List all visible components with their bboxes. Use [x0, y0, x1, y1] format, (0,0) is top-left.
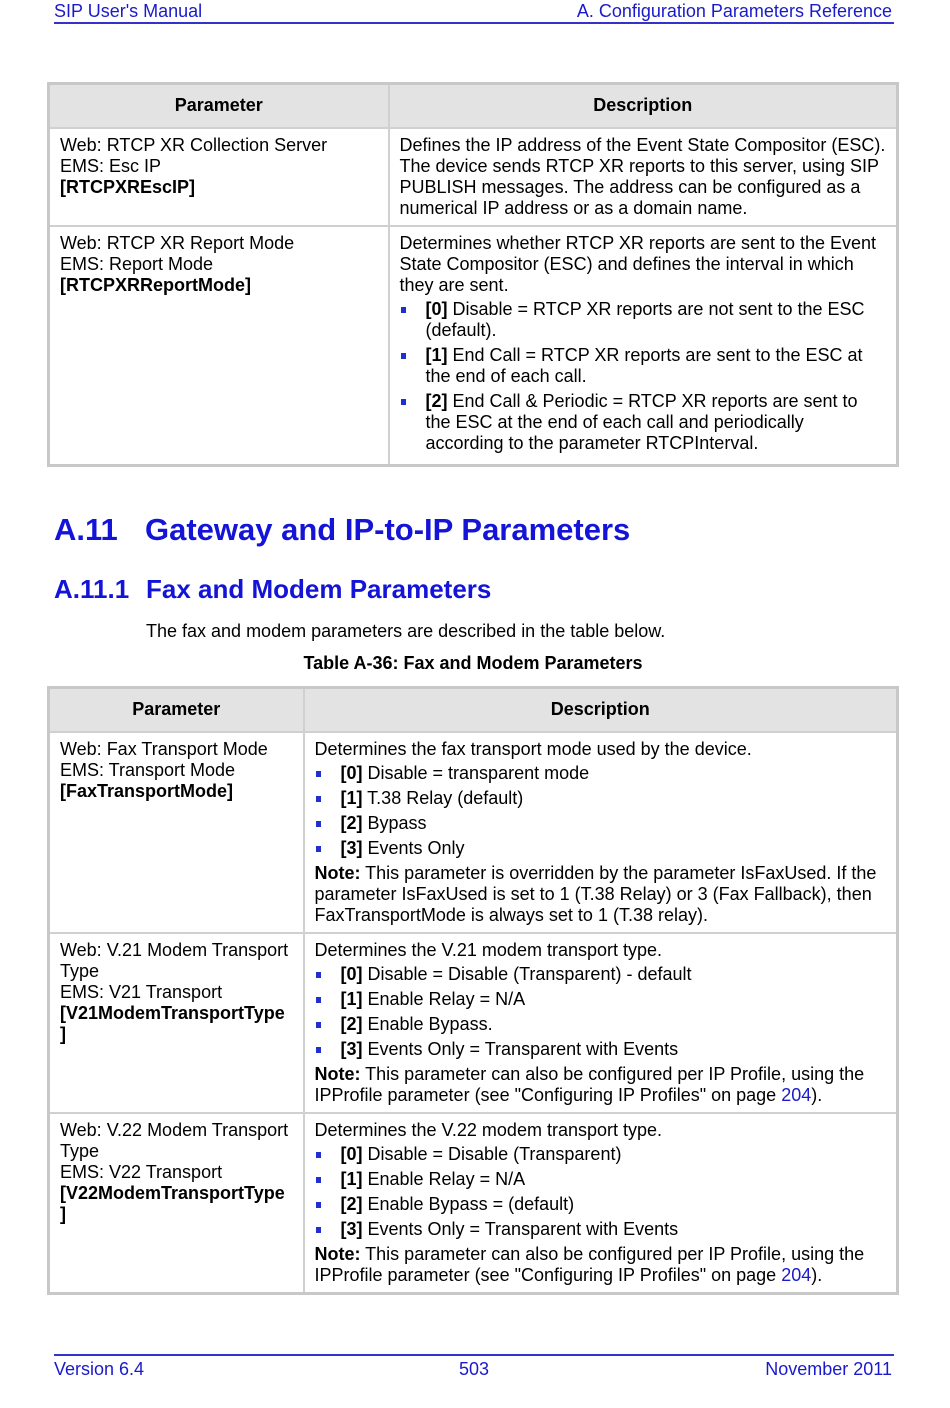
option-item: [400, 345, 887, 387]
note-text: This parameter is overridden by the parameter IsFaxUsed. If the parameter IsFaxUsed is set to 1 (T.38 Relay) or 3 (Fax Fallback), then FaxTransportMode is always set to 1 (T.38 relay).: [314, 862, 877, 925]
bullet-icon: [316, 846, 321, 852]
option-list: [315, 1144, 887, 1240]
intro-paragraph: The fax and modem parameters are described in the table below.: [146, 621, 666, 641]
option-code: [2]: [340, 1193, 363, 1214]
option-list: [315, 763, 887, 859]
table-row: [49, 226, 898, 466]
note-label: Note:: [314, 1243, 361, 1264]
note-text: This parameter can also be configured per IP Profile, using the IPProfile parameter (see "Configuring IP Profiles" on page: [314, 1243, 865, 1285]
parameter-cell: [49, 933, 304, 1113]
bullet-icon: [316, 997, 321, 1003]
table-row: [49, 732, 898, 933]
option-item: [400, 391, 887, 454]
ini-key: [RTCPXRReportMode]: [60, 274, 251, 295]
web-name: Web: Fax Transport Mode: [60, 738, 268, 759]
option-text: Bypass: [362, 812, 427, 833]
note-end: ).: [811, 1264, 823, 1285]
table-header-row: [49, 688, 898, 732]
bullet-icon: [316, 821, 321, 827]
section-number: A.11: [54, 512, 118, 547]
description-text: Determines the fax transport mode used by the device.: [314, 738, 752, 759]
option-item: [315, 1039, 887, 1060]
bullet-icon: [316, 1227, 321, 1233]
manual-title: SIP User's Manual: [54, 1, 203, 21]
description-text: Determines the V.21 modem transport type.: [314, 939, 663, 960]
ems-name: EMS: V21 Transport: [60, 981, 223, 1002]
web-name: Web: RTCP XR Collection Server: [60, 134, 328, 155]
bullet-icon: [401, 307, 406, 313]
web-name: Web: V.21 Modem Transport Type: [60, 939, 289, 981]
description-cell: [304, 732, 898, 933]
description-cell: [304, 1113, 898, 1294]
option-text: Disable = transparent mode: [362, 762, 590, 783]
option-text: End Call & Periodic = RTCP XR reports are sent to the ESC at the end of each call and periodically according to the parameter RTCPInterval.: [425, 390, 858, 453]
note: [315, 1064, 887, 1106]
option-item: [315, 989, 887, 1010]
section-heading: [54, 512, 630, 548]
option-text: End Call = RTCP XR reports are sent to the ESC at the end of each call.: [425, 344, 863, 386]
option-code: [0]: [340, 762, 363, 783]
option-code: [1]: [425, 344, 448, 365]
table-header-row: [49, 84, 898, 128]
option-text: Disable = Disable (Transparent): [362, 1143, 622, 1164]
bullet-icon: [316, 1022, 321, 1028]
description-text: Determines the V.22 modem transport type.: [314, 1119, 663, 1140]
option-code: [2]: [340, 1013, 363, 1034]
description-cell: [389, 226, 898, 466]
note-text: This parameter can also be configured per IP Profile, using the IPProfile parameter (see "Configuring IP Profiles" on page: [314, 1063, 865, 1105]
ems-name: EMS: V22 Transport: [60, 1161, 223, 1182]
option-code: [2]: [425, 390, 448, 411]
column-header-parameter: Parameter: [49, 84, 389, 128]
table-row: [49, 128, 898, 226]
subsection-heading: [54, 574, 491, 605]
page-link[interactable]: 204: [781, 1084, 812, 1105]
option-text: Events Only = Transparent with Events: [362, 1038, 679, 1059]
bullet-icon: [401, 353, 406, 359]
option-item: [315, 838, 887, 859]
note-label: Note:: [314, 862, 361, 883]
option-text: Enable Bypass.: [362, 1013, 493, 1034]
column-header-parameter: Parameter: [49, 688, 304, 732]
bullet-icon: [316, 771, 321, 777]
option-text: Disable = RTCP XR reports are not sent to the ESC (default).: [425, 298, 865, 340]
description-cell: [389, 128, 898, 226]
subsection-title: Fax and Modem Parameters: [146, 574, 492, 604]
table-caption: Table A-36: Fax and Modem Parameters: [303, 653, 643, 673]
bullet-icon: [316, 972, 321, 978]
bullet-icon: [316, 1152, 321, 1158]
option-item: [315, 763, 887, 784]
option-list: [400, 299, 887, 454]
option-item: [315, 1169, 887, 1190]
bullet-icon: [401, 399, 406, 405]
option-text: Events Only = Transparent with Events: [362, 1218, 679, 1239]
ini-key: [RTCPXREscIP]: [60, 176, 196, 197]
ini-key: [FaxTransportMode]: [60, 780, 234, 801]
page-header: [54, 0, 894, 24]
ini-key: [V22ModemTransportType ]: [60, 1182, 285, 1224]
option-text: Enable Relay = N/A: [362, 1168, 526, 1189]
note-label: Note:: [314, 1063, 361, 1084]
column-header-description: Description: [304, 688, 898, 732]
web-name: Web: RTCP XR Report Mode: [60, 232, 295, 253]
option-code: [3]: [340, 837, 363, 858]
option-text: Enable Bypass = (default): [362, 1193, 575, 1214]
bullet-icon: [316, 796, 321, 802]
parameter-cell: [49, 732, 304, 933]
option-code: [2]: [340, 812, 363, 833]
page-link[interactable]: 204: [781, 1264, 812, 1285]
page-footer: [54, 1354, 894, 1384]
option-item: [315, 1144, 887, 1165]
description-cell: [304, 933, 898, 1113]
option-item: [315, 1014, 887, 1035]
publish-date: November 2011: [765, 1359, 892, 1379]
ems-name: EMS: Transport Mode: [60, 759, 236, 780]
option-code: [1]: [340, 787, 363, 808]
parameter-cell: [49, 226, 389, 466]
table-row: [49, 1113, 898, 1294]
ems-name: EMS: Esc IP: [60, 155, 162, 176]
option-text: Disable = Disable (Transparent) - default: [362, 963, 692, 984]
version-label: Version 6.4: [54, 1359, 145, 1379]
description-text: Defines the IP address of the Event State Compositor (ESC). The device sends RTCP XR reports to this server, using SIP PUBLISH messages. The address can be configured as a numerical IP address or as a domain name.: [399, 134, 886, 218]
parameter-cell: [49, 128, 389, 226]
option-item: [315, 813, 887, 834]
option-code: [1]: [340, 1168, 363, 1189]
bullet-icon: [316, 1177, 321, 1183]
parameter-cell: [49, 1113, 304, 1294]
note: [315, 863, 887, 926]
section-title: Gateway and IP-to-IP Parameters: [145, 512, 631, 547]
option-code: [0]: [340, 1143, 363, 1164]
option-code: [3]: [340, 1218, 363, 1239]
option-text: Enable Relay = N/A: [362, 988, 526, 1009]
description-text: Determines whether RTCP XR reports are sent to the Event State Compositor (ESC) and defines the interval in which they are sent.: [399, 232, 877, 295]
option-code: [3]: [340, 1038, 363, 1059]
note: [315, 1244, 887, 1286]
option-item: [315, 964, 887, 985]
option-item: [400, 299, 887, 341]
option-item: [315, 1219, 887, 1240]
subsection-number: A.11.1: [54, 574, 130, 604]
web-name: Web: V.22 Modem Transport Type: [60, 1119, 289, 1161]
table-row: [49, 933, 898, 1113]
note-end: ).: [811, 1084, 823, 1105]
ini-key: [V21ModemTransportType ]: [60, 1002, 285, 1044]
option-item: [315, 788, 887, 809]
option-text: Events Only: [362, 837, 465, 858]
bullet-icon: [316, 1202, 321, 1208]
option-code: [0]: [340, 963, 363, 984]
ems-name: EMS: Report Mode: [60, 253, 214, 274]
option-item: [315, 1194, 887, 1215]
rtcp-xr-parameters-table: [47, 82, 899, 467]
bullet-icon: [316, 1047, 321, 1053]
fax-modem-parameters-table: [47, 686, 899, 1295]
page-number: 503: [458, 1359, 490, 1379]
chapter-title: A. Configuration Parameters Reference: [576, 1, 892, 21]
column-header-description: Description: [389, 84, 898, 128]
option-list: [315, 964, 887, 1060]
option-text: T.38 Relay (default): [362, 787, 524, 808]
option-code: [1]: [340, 988, 363, 1009]
option-code: [0]: [425, 298, 448, 319]
